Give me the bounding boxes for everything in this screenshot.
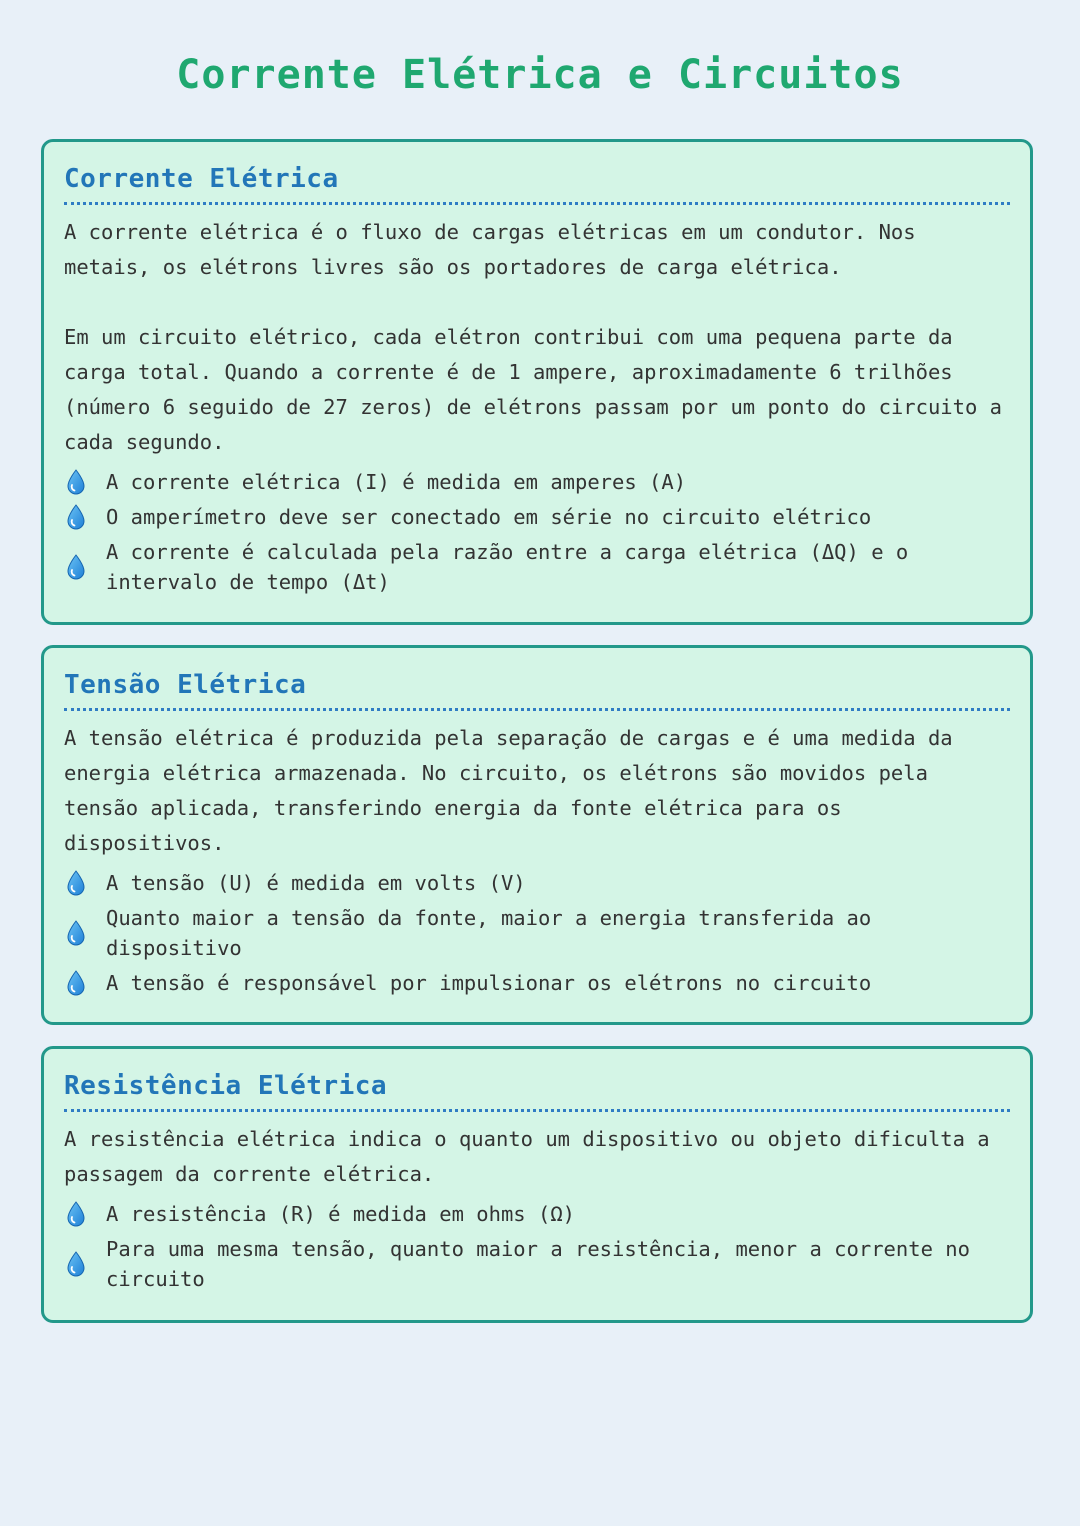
paragraph: A resistência elétrica indica o quanto um dispositivo ou objeto dificulta a passagem da corrente elétrica.	[64, 1127, 1002, 1186]
bullet-item	[64, 1231, 1010, 1296]
water-drop-icon	[64, 1201, 88, 1227]
bullet-text: A tensão é responsável por impulsionar os elétrons no circuito	[106, 970, 872, 995]
bullet-item	[64, 1196, 1010, 1231]
section-title: Resistência Elétrica	[64, 1069, 1010, 1112]
water-drop-icon	[64, 920, 88, 946]
bullet-item	[64, 865, 1010, 900]
bullet-text: Quanto maior a tensão da fonte, maior a energia transferida ao dispositivo	[106, 905, 872, 960]
bullet-list	[64, 464, 1010, 599]
water-drop-icon	[64, 970, 88, 996]
bullet-item	[64, 965, 1010, 1000]
paragraph: A tensão elétrica é produzida pela separação de cargas e é uma medida da energia elétrica armazenada. No circuito, os elétrons são movidos pela tensão aplicada, transferindo energia da fonte elétrica para os dispositivos.	[64, 726, 965, 855]
bullet-item	[64, 900, 1010, 965]
bullet-text: Para uma mesma tensão, quanto maior a resistência, menor a corrente no circuito	[106, 1236, 970, 1291]
bullet-text: A corrente é calculada pela razão entre a carga elétrica (ΔQ) e o intervalo de tempo (Δt)	[106, 539, 909, 594]
bullet-text: A resistência (R) é medida em ohms (Ω)	[106, 1201, 575, 1226]
section-tensao-eletrica	[41, 645, 1033, 1025]
page-title: Corrente Elétrica e Circuitos	[176, 52, 904, 98]
water-drop-icon	[64, 504, 88, 530]
section-resistencia-eletrica	[41, 1046, 1033, 1323]
bullet-list	[64, 865, 1010, 1000]
water-drop-icon	[64, 870, 88, 896]
bullet-list	[64, 1196, 1010, 1296]
paragraph: A corrente elétrica é o fluxo de cargas elétricas em um condutor. Nos metais, os elétrons livres são os portadores de carga elétrica.	[64, 220, 928, 279]
section-corrente-eletrica	[41, 139, 1033, 625]
bullet-text: A tensão (U) é medida em volts (V)	[106, 870, 526, 895]
section-title: Tensão Elétrica	[64, 668, 1010, 711]
section-title: Corrente Elétrica	[64, 162, 1010, 205]
paragraph: Em um circuito elétrico, cada elétron contribui com uma pequena parte da carga total. Quando a corrente é de 1 ampere, aproximadamente 6 trilhões (número 6 seguido de 27 zeros) de elétrons passam por um ponto do circuito a cada segundo.	[64, 325, 1015, 454]
bullet-text: A corrente elétrica (I) é medida em amperes (A)	[106, 469, 687, 494]
bullet-item	[64, 499, 1010, 534]
bullet-text: O amperímetro deve ser conectado em série no circuito elétrico	[106, 504, 872, 529]
bullet-item	[64, 464, 1010, 499]
water-drop-icon	[64, 1251, 88, 1277]
water-drop-icon	[64, 469, 88, 495]
bullet-item	[64, 534, 1010, 599]
water-drop-icon	[64, 554, 88, 580]
